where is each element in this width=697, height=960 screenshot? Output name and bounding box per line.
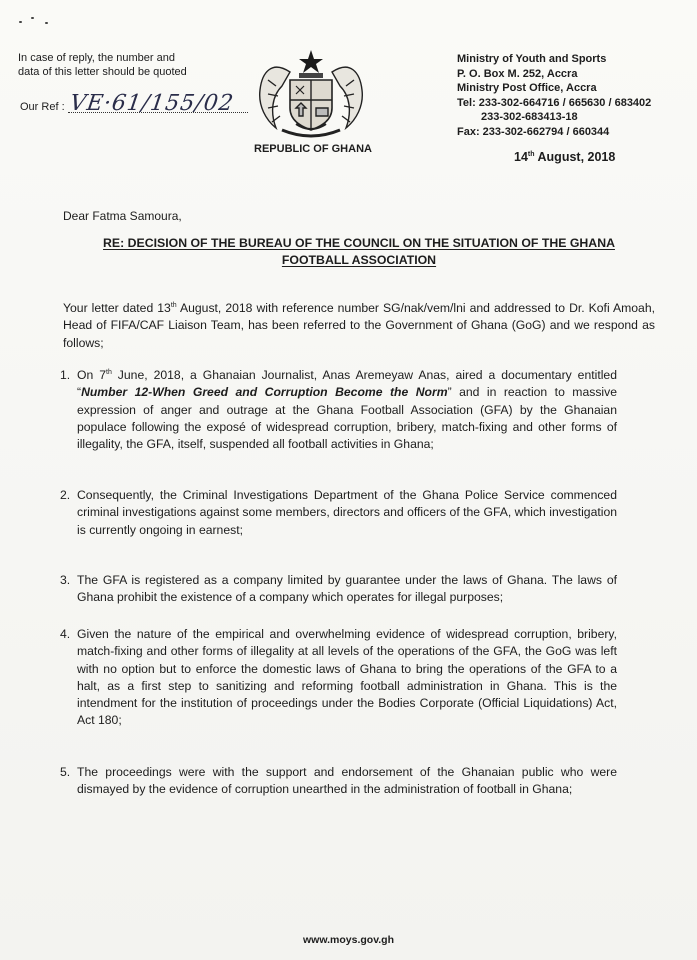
salutation: Dear Fatma Samoura, — [63, 209, 182, 223]
list-item — [60, 367, 620, 453]
reply-note — [18, 52, 187, 79]
reply-note-line: data of this letter should be quoted — [18, 65, 187, 78]
emblem-caption: REPUBLIC OF GHANA — [254, 143, 372, 155]
date-rest: August, 2018 — [534, 150, 616, 164]
reply-note-line: In case of reply, the number and — [18, 52, 175, 64]
letter-date — [514, 150, 615, 164]
ref-handwritten-value: VE·61/155/02 — [67, 91, 236, 116]
ministry-po-box: P. O. Box M. 252, Accra — [457, 67, 578, 80]
scan-speck — [31, 17, 34, 19]
intro-text: Your letter dated 13 — [63, 301, 171, 315]
item-number: 5. — [60, 765, 71, 779]
subject-line: FOOTBALL ASSOCIATION — [281, 253, 437, 267]
item-number: 1. — [60, 368, 71, 382]
item-text-part: On 7 — [77, 368, 106, 382]
ministry-tel: Tel: 233-302-664716 / 665630 / 683402 — [457, 96, 652, 109]
item-text: The GFA is registered as a company limited by guarantee under the laws of Ghana. The laws of Ghana prohibit the existence of a company which operates for illegal purposes; — [77, 573, 617, 605]
intro-sup: th — [170, 301, 177, 309]
scan-speck — [19, 21, 22, 23]
intro-paragraph — [63, 300, 655, 352]
ministry-name: Ministry of Youth and Sports — [457, 53, 607, 65]
item-text: The proceedings were with the support and endorsement of the Ghanaian public who were dismayed by the evidence of corruption unearthed in the administration of football in Ghana; — [77, 765, 617, 797]
subject-line: RE: DECISION OF THE BUREAU OF THE COUNCIL ON THE SITUATION OF THE GHANA — [103, 236, 615, 250]
subject-heading — [70, 235, 648, 269]
item-sup: th — [106, 368, 112, 376]
documentary-title: Number 12-When Greed and Corruption Become the Norm — [81, 385, 448, 400]
footer-website: www.moys.gov.gh — [302, 934, 394, 946]
item-text: Given the nature of the empirical and overwhelming evidence of widespread corruption, bribery, match-fixing and other forms of illegality at all levels of the operations of the GFA, the GoG was left with no option but to enforce the domestic laws of Ghana to bring the operations of the GFA to a halt, as a first step to sanitizing and reforming football administration in Ghana. This is the intendment for the institution of proceedings under the Bodies Corporate (Official Liquidations) Act, Act 180; — [77, 627, 617, 728]
date-suffix: th — [527, 150, 535, 158]
list-item — [60, 487, 620, 539]
item-number: 3. — [60, 573, 71, 587]
list-item — [60, 764, 620, 799]
scan-speck — [45, 22, 48, 24]
item-text-part: June, 2018, a Ghanaian Journalist, Anas Aremeyaw Anas, aired a documentary entitled “ — [77, 368, 617, 400]
ghana-coat-of-arms-icon — [252, 42, 370, 142]
ministry-fax: Fax: 233-302-662794 / 660344 — [457, 125, 610, 138]
ref-label: Our Ref : — [20, 101, 65, 113]
item-number: 4. — [60, 627, 71, 641]
item-text — [77, 367, 617, 453]
list-item — [60, 572, 620, 607]
date-day: 14 — [514, 150, 528, 164]
ministry-tel-2: 233-302-683413-18 — [481, 111, 578, 123]
intro-text: August, 2018 with reference number SG/nak/vem/lni and addressed to Dr. Kofi Amoah, Head of FIFA/CAF Liaison Team, has been referred to the Government of Ghana (GoG) and we respond as follows; — [63, 301, 655, 350]
item-number: 2. — [60, 488, 71, 502]
ref-field — [67, 90, 248, 116]
item-text-part: ” and in reaction to massive expression of anger and outrage at the Ghana Football Association (GFA) by the Ghanaian populace following the exposé of widespread corruption, bribery, match-fixing and other forms of illegality, the GFA, itself, suspended all football activities in Ghana; — [77, 385, 618, 452]
item-text: Consequently, the Criminal Investigations Department of the Ghana Police Service commenced criminal investigations against some members, directors and officers of the GFA, which investigation is currently ongoing in earnest; — [77, 488, 617, 537]
ministry-address-block — [457, 52, 651, 139]
ministry-post-office: Ministry Post Office, Accra — [457, 82, 597, 94]
list-item — [60, 626, 620, 730]
reference-line — [20, 90, 248, 116]
